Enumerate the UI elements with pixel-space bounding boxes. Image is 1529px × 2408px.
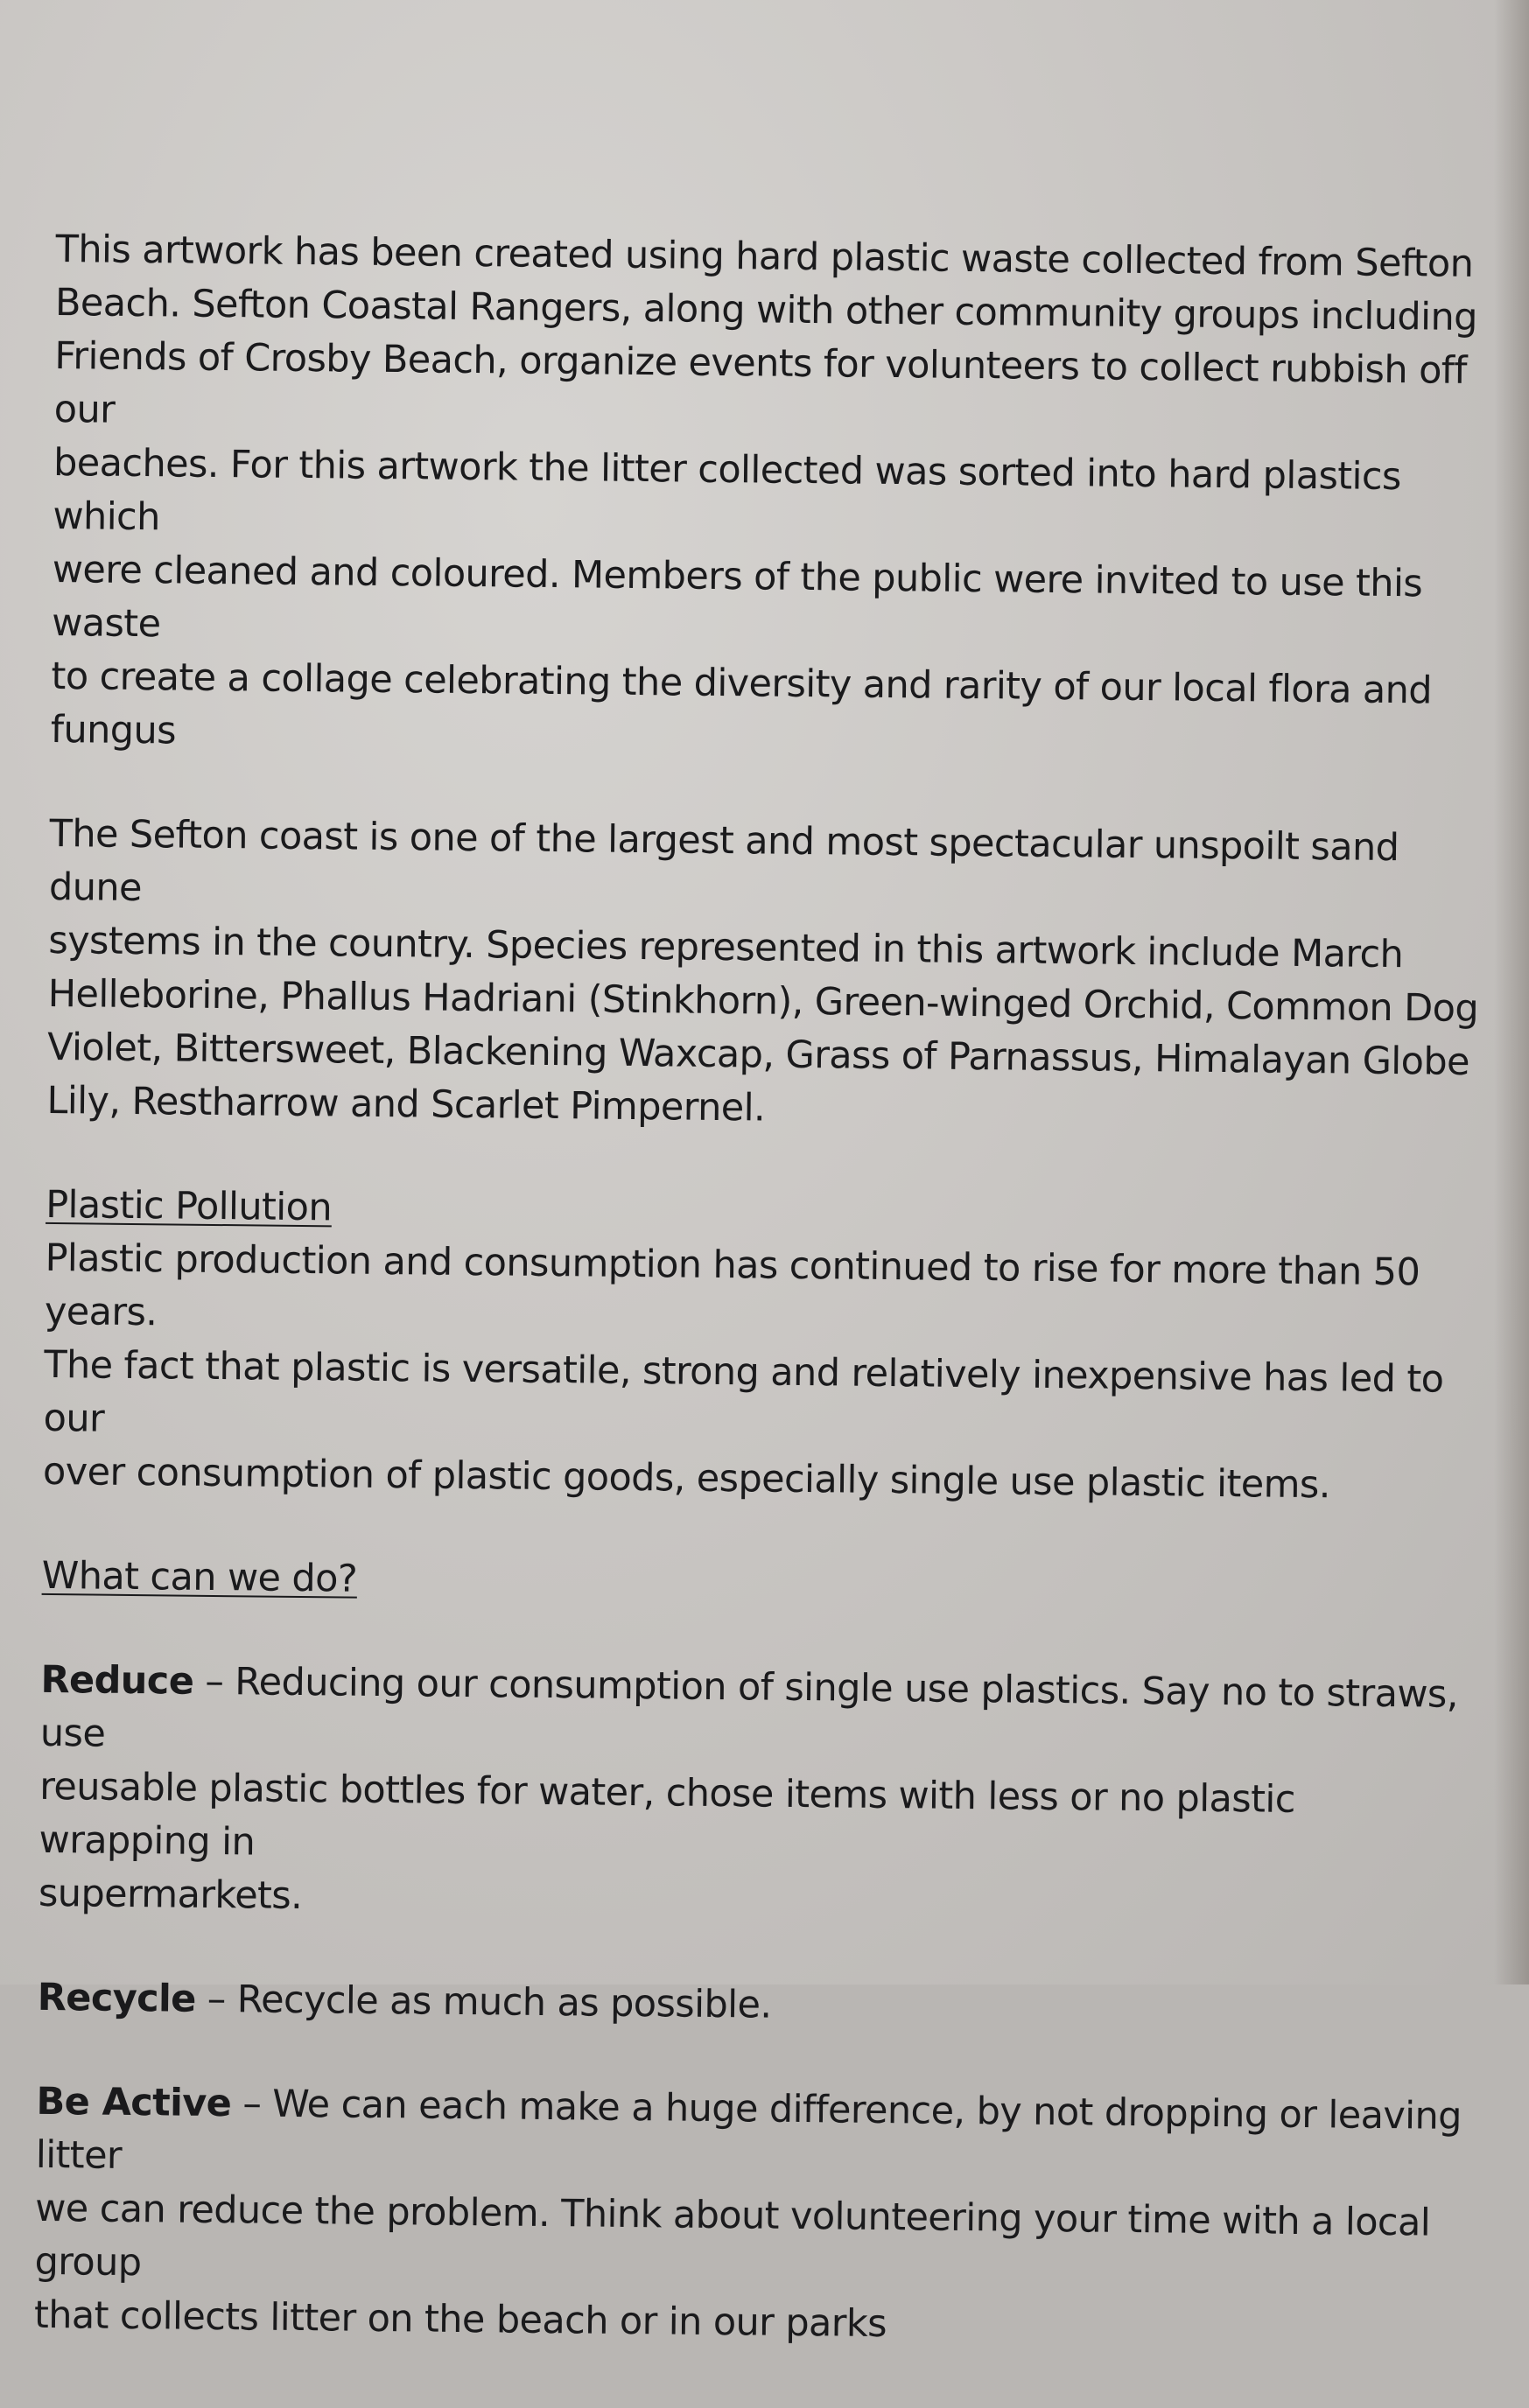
pollution-paragraph xyxy=(43,1232,1481,1514)
text-line: reusable plastic bottles for water, chose items with less or no plastic wrapping in xyxy=(39,1764,1296,1865)
text-line: – Reducing our consumption of single use plastics. Say no to straws, use xyxy=(39,1659,1459,1756)
text-line: Beach. Sefton Coastal Rangers, along with other community groups including xyxy=(54,280,1478,340)
reduce-title: Reduce xyxy=(40,1657,194,1704)
text-line: – Recycle as much as possible. xyxy=(195,1977,772,2027)
intro-paragraph xyxy=(51,223,1491,772)
text-line: over consumption of plastic goods, especially single use plastic items. xyxy=(42,1449,1331,1508)
text-line: Lily, Restharrow and Scarlet Pimpernel. xyxy=(46,1078,766,1130)
text-line: Violet, Bittersweet, Blackening Waxcap, Grass of Parnassus, Himalayan Globe xyxy=(46,1025,1470,1084)
coast-paragraph xyxy=(46,808,1485,1143)
what-can-we-do-heading: What can we do? xyxy=(41,1553,358,1601)
text-line: – We can each make a huge difference, by not dropping or leaving litter xyxy=(35,2082,1462,2178)
text-line: beaches. For this artwork the litter collected was sorted into hard plastics which xyxy=(53,440,1402,540)
text-line: to create a collage celebrating the diversity and rarity of our local flora and fungus xyxy=(50,654,1433,753)
text-line: The Sefton coast is one of the largest and most spectacular unspoilt sand dune xyxy=(48,811,1399,911)
text-line: This artwork has been created using hard plastic waste collected from Sefton xyxy=(55,227,1474,286)
be-active-title: Be Active xyxy=(36,2079,232,2126)
text-line: The fact that plastic is versatile, strong and relatively inexpensive has led to our xyxy=(43,1342,1444,1441)
recycle-title: Recycle xyxy=(37,1975,197,2021)
text-line: Plastic production and consumption has continued to rise for more than 50 years. xyxy=(44,1236,1420,1335)
text-line: we can reduce the problem. Think about volunteering your time with a local group xyxy=(34,2186,1431,2286)
plastic-pollution-heading: Plastic Pollution xyxy=(45,1182,333,1230)
sign-text xyxy=(33,223,1491,2408)
text-line: supermarkets. xyxy=(38,1871,303,1919)
recycle-paragraph xyxy=(37,1971,1473,2040)
text-line: systems in the country. Species represented in this artwork include March xyxy=(48,918,1404,977)
text-line: were cleaned and coloured. Members of the public were invited to use this waste xyxy=(51,547,1423,647)
text-line: that collects litter on the beach or in our parks xyxy=(33,2292,887,2347)
reduce-paragraph xyxy=(39,1654,1476,1936)
be-active-paragraph xyxy=(34,2076,1472,2357)
text-line: Friends of Crosby Beach, organize events for volunteers to collect rubbish off our xyxy=(53,333,1468,432)
text-line: Helleborine, Phallus Hadriani (Stinkhorn), Green-winged Orchid, Common Dog xyxy=(47,971,1479,1032)
